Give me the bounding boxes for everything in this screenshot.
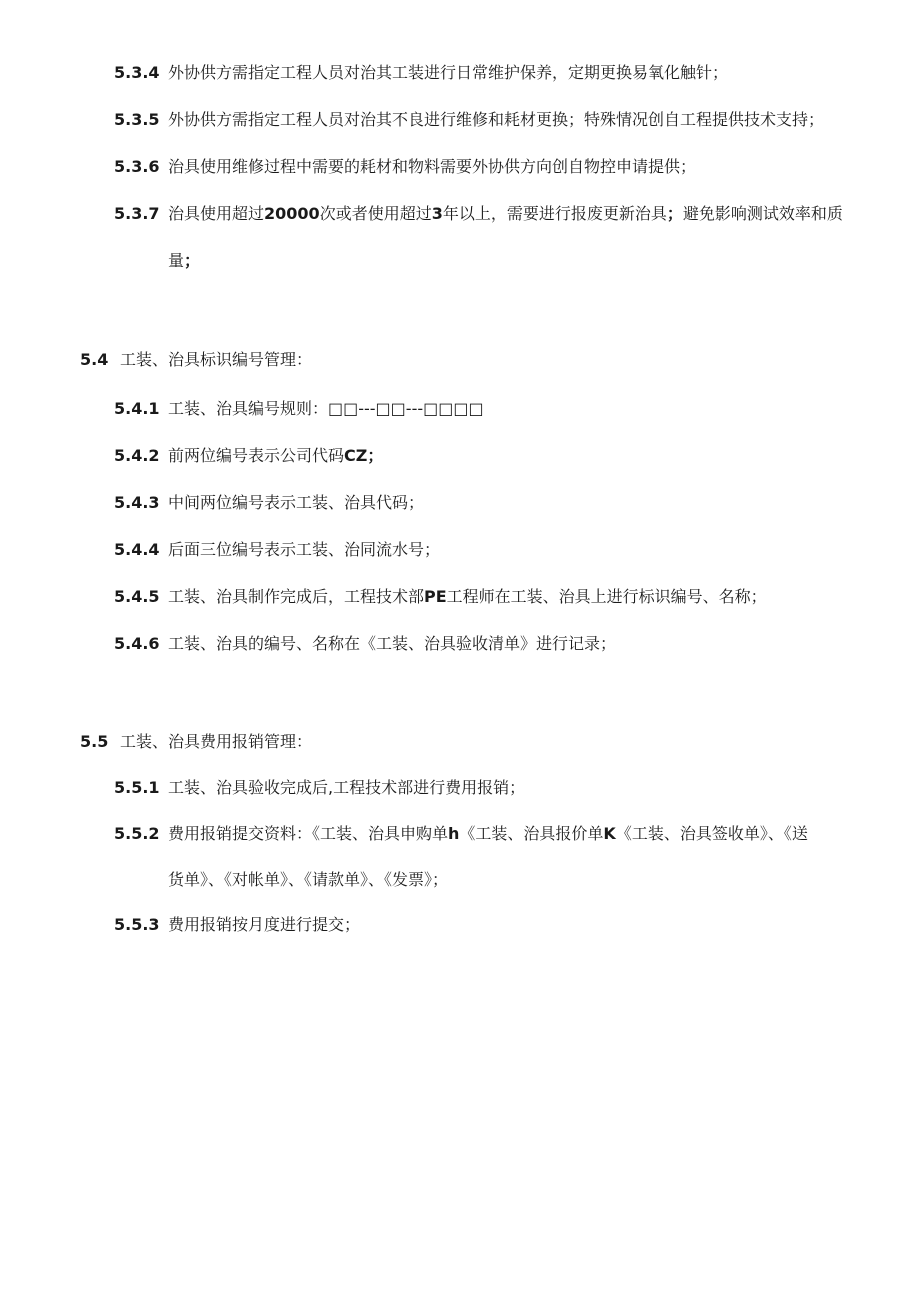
bold-run: K	[603, 824, 616, 843]
section-text-continuation: 货单》、《对帐单》、《请款单》、《发票》；	[168, 870, 449, 889]
section-text: 治具使用维修过程中需要的耗材和物料需要外协供方向创自物控申请提供；	[168, 157, 697, 176]
section-text	[168, 203, 843, 225]
section-text: 外协供方需指定工程人员对治其不良进行维修和耗材更换；特殊情况创自工程提供技术支持；	[168, 110, 825, 129]
text-run: 避免影响测试效率和质	[682, 204, 843, 223]
bold-run: ；	[666, 204, 683, 223]
text-run: 量	[168, 251, 185, 270]
section-text: 中间两位编号表示工装、治具代码；	[168, 493, 425, 512]
section-number: 5.3.7	[114, 204, 160, 223]
section-text: 后面三位编号表示工装、治同流水号；	[168, 540, 441, 559]
bold-run: h	[448, 824, 460, 843]
section-number: 5.4.2	[114, 446, 160, 465]
text-run: 《工装、治具签收单》、《送	[615, 824, 808, 843]
text-run: 年以上，需要进行报废更新治具	[442, 204, 667, 223]
section-number: 5.5.3	[114, 915, 160, 934]
section-number: 5.3.5	[114, 110, 160, 129]
section-text	[168, 823, 808, 845]
section-text	[168, 445, 383, 467]
section-text: 外协供方需指定工程人员对治其工装进行日常维护保养，定期更换易氧化触针；	[168, 63, 729, 82]
section-number: 5.3.4	[114, 63, 160, 82]
text-run: 治具使用超过	[168, 204, 265, 223]
section-number: 5.5.2	[114, 824, 160, 843]
section-number: 5.4.5	[114, 587, 160, 606]
bold-run: ；	[184, 251, 201, 270]
section-number: 5.4.1	[114, 399, 160, 418]
text-run: 工装、治具制作完成后，工程技术部	[168, 587, 425, 606]
bold-run: PE	[424, 587, 447, 606]
heading-number: 5.5	[80, 732, 109, 751]
section-number: 5.4.4	[114, 540, 160, 559]
heading-text: 工装、治具费用报销管理：	[120, 732, 313, 751]
section-text	[168, 586, 767, 608]
heading-number: 5.4	[80, 350, 109, 369]
text-run: 工程师在工装、治具上进行标识编号、名称；	[446, 587, 767, 606]
section-text-continuation	[168, 250, 200, 272]
bold-run: 20000	[264, 204, 320, 223]
section-text: 工装、治具的编号、名称在《工装、治具验收清单》进行记录；	[168, 634, 617, 653]
section-number: 5.3.6	[114, 157, 160, 176]
bold-run: 3	[431, 204, 443, 223]
section-number: 5.4.3	[114, 493, 160, 512]
text-run: 前两位编号表示公司代码	[168, 446, 345, 465]
heading-text: 工装、治具标识编号管理：	[120, 350, 313, 369]
text-run: 次或者使用超过	[319, 204, 432, 223]
text-run: 《工装、治具报价单	[459, 824, 604, 843]
section-text: 工装、治具编号规则：□□---□□---□□□□	[168, 399, 484, 418]
text-run: 费用报销提交资料：《工装、治具申购单	[168, 824, 449, 843]
section-number: 5.4.6	[114, 634, 160, 653]
section-text: 费用报销按月度进行提交；	[168, 915, 361, 934]
bold-run: CZ；	[344, 446, 384, 465]
section-number: 5.5.1	[114, 778, 160, 797]
section-text: 工装、治具验收完成后,工程技术部进行费用报销；	[168, 778, 526, 797]
